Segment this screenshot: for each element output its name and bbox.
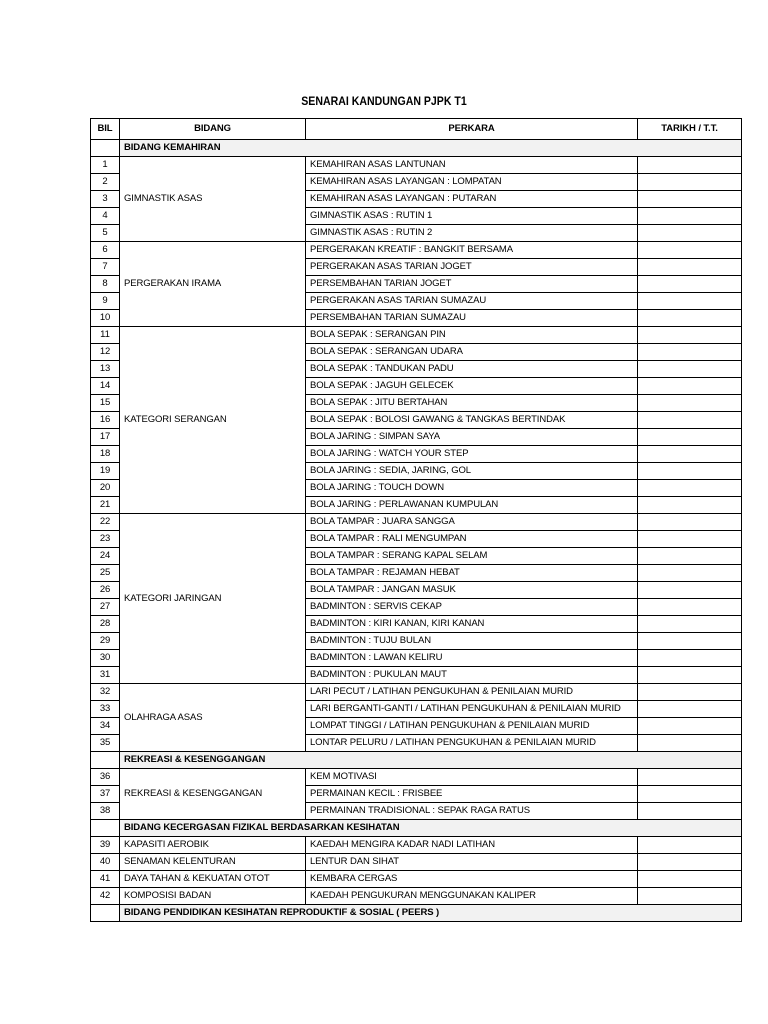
row-tarikh	[638, 786, 742, 803]
row-perkara: LARI BERGANTI-GANTI / LATIHAN PENGUKUHAN & PENILAIAN MURID	[306, 701, 638, 718]
row-tarikh	[638, 888, 742, 905]
row-number: 16	[91, 412, 120, 429]
row-tarikh	[638, 565, 742, 582]
row-number: 8	[91, 276, 120, 293]
row-perkara: BOLA TAMPAR : REJAMAN HEBAT	[306, 565, 638, 582]
table-row	[91, 769, 742, 786]
row-perkara: KEMBARA CERGAS	[306, 871, 638, 888]
row-tarikh	[638, 242, 742, 259]
row-number: 21	[91, 497, 120, 514]
row-number: 35	[91, 735, 120, 752]
row-number: 18	[91, 446, 120, 463]
row-tarikh	[638, 769, 742, 786]
section-row	[91, 820, 742, 837]
row-bidang: REKREASI & KESENGGANGAN	[120, 769, 306, 820]
section-bil-cell	[91, 905, 120, 922]
row-number: 24	[91, 548, 120, 565]
table-body	[91, 140, 742, 922]
row-perkara: LONTAR PELURU / LATIHAN PENGUKUHAN & PENILAIAN MURID	[306, 735, 638, 752]
row-perkara: KEM MOTIVASI	[306, 769, 638, 786]
table-header-row	[91, 119, 742, 140]
row-tarikh	[638, 412, 742, 429]
row-perkara: PERGERAKAN KREATIF : BANGKIT BERSAMA	[306, 242, 638, 259]
page-title: SENARAI KANDUNGAN PJPK T1	[301, 94, 467, 108]
section-row	[91, 752, 742, 769]
row-number: 34	[91, 718, 120, 735]
row-number: 6	[91, 242, 120, 259]
row-perkara: BOLA SEPAK : TANDUKAN PADU	[306, 361, 638, 378]
row-perkara: LENTUR DAN SIHAT	[306, 854, 638, 871]
row-tarikh	[638, 854, 742, 871]
row-tarikh	[638, 225, 742, 242]
row-number: 32	[91, 684, 120, 701]
row-tarikh	[638, 446, 742, 463]
row-perkara: BOLA TAMPAR : SERANG KAPAL SELAM	[306, 548, 638, 565]
table-row	[91, 242, 742, 259]
header-tarikh: TARIKH / T.T.	[638, 119, 742, 140]
row-number: 10	[91, 310, 120, 327]
row-number: 22	[91, 514, 120, 531]
header-bil: BIL	[91, 119, 120, 140]
row-perkara: BOLA JARING : WATCH YOUR STEP	[306, 446, 638, 463]
row-number: 27	[91, 599, 120, 616]
row-tarikh	[638, 616, 742, 633]
header-bidang: BIDANG	[120, 119, 306, 140]
row-perkara: BOLA SEPAK : JITU BERTAHAN	[306, 395, 638, 412]
header-perkara: PERKARA	[306, 119, 638, 140]
row-number: 23	[91, 531, 120, 548]
row-perkara: PERMAINAN KECIL : FRISBEE	[306, 786, 638, 803]
row-number: 7	[91, 259, 120, 276]
row-tarikh	[638, 667, 742, 684]
row-number: 38	[91, 803, 120, 820]
section-title: BIDANG KECERGASAN FIZIKAL BERDASARKAN KESIHATAN	[120, 820, 742, 837]
row-tarikh	[638, 701, 742, 718]
row-number: 17	[91, 429, 120, 446]
section-title: BIDANG KEMAHIRAN	[120, 140, 742, 157]
row-tarikh	[638, 276, 742, 293]
row-number: 20	[91, 480, 120, 497]
row-perkara: KEMAHIRAN ASAS LAYANGAN : PUTARAN	[306, 191, 638, 208]
row-tarikh	[638, 395, 742, 412]
row-number: 9	[91, 293, 120, 310]
row-number: 40	[91, 854, 120, 871]
row-tarikh	[638, 191, 742, 208]
row-bidang: KAPASITI AEROBIK	[120, 837, 306, 854]
row-tarikh	[638, 837, 742, 854]
row-number: 31	[91, 667, 120, 684]
row-perkara: PERMAINAN TRADISIONAL : SEPAK RAGA RATUS	[306, 803, 638, 820]
row-perkara: BADMINTON : PUKULAN MAUT	[306, 667, 638, 684]
row-tarikh	[638, 344, 742, 361]
row-perkara: KEMAHIRAN ASAS LAYANGAN : LOMPATAN	[306, 174, 638, 191]
row-number: 15	[91, 395, 120, 412]
row-number: 4	[91, 208, 120, 225]
row-perkara: PERGERAKAN ASAS TARIAN SUMAZAU	[306, 293, 638, 310]
row-tarikh	[638, 803, 742, 820]
table-row	[91, 854, 742, 871]
row-tarikh	[638, 514, 742, 531]
row-bidang: GIMNASTIK ASAS	[120, 157, 306, 242]
row-perkara: BADMINTON : SERVIS CEKAP	[306, 599, 638, 616]
table-row	[91, 514, 742, 531]
row-perkara: KAEDAH MENGIRA KADAR NADI LATIHAN	[306, 837, 638, 854]
row-tarikh	[638, 871, 742, 888]
row-number: 29	[91, 633, 120, 650]
row-bidang: DAYA TAHAN & KEKUATAN OTOT	[120, 871, 306, 888]
row-perkara: KAEDAH PENGUKURAN MENGGUNAKAN KALIPER	[306, 888, 638, 905]
row-tarikh	[638, 429, 742, 446]
row-perkara: BADMINTON : TUJU BULAN	[306, 633, 638, 650]
row-perkara: BOLA JARING : PERLAWANAN KUMPULAN	[306, 497, 638, 514]
table-row	[91, 684, 742, 701]
row-number: 11	[91, 327, 120, 344]
row-tarikh	[638, 531, 742, 548]
row-perkara: BOLA TAMPAR : RALI MENGUMPAN	[306, 531, 638, 548]
row-perkara: BOLA SEPAK : JAGUH GELECEK	[306, 378, 638, 395]
row-perkara: LOMPAT TINGGI / LATIHAN PENGUKUHAN & PENILAIAN MURID	[306, 718, 638, 735]
row-number: 2	[91, 174, 120, 191]
row-tarikh	[638, 582, 742, 599]
section-bil-cell	[91, 752, 120, 769]
row-number: 13	[91, 361, 120, 378]
row-tarikh	[638, 327, 742, 344]
row-perkara: KEMAHIRAN ASAS LANTUNAN	[306, 157, 638, 174]
row-perkara: BOLA JARING : SIMPAN SAYA	[306, 429, 638, 446]
section-title: BIDANG PENDIDIKAN KESIHATAN REPRODUKTIF & SOSIAL ( PEERS )	[120, 905, 742, 922]
row-tarikh	[638, 293, 742, 310]
row-number: 5	[91, 225, 120, 242]
row-tarikh	[638, 259, 742, 276]
row-tarikh	[638, 633, 742, 650]
row-tarikh	[638, 548, 742, 565]
row-tarikh	[638, 650, 742, 667]
contents-table	[90, 118, 742, 922]
row-perkara: GIMNASTIK ASAS : RUTIN 2	[306, 225, 638, 242]
row-tarikh	[638, 718, 742, 735]
row-number: 41	[91, 871, 120, 888]
row-perkara: PERSEMBAHAN TARIAN SUMAZAU	[306, 310, 638, 327]
row-perkara: BOLA TAMPAR : JUARA SANGGA	[306, 514, 638, 531]
row-number: 30	[91, 650, 120, 667]
row-number: 14	[91, 378, 120, 395]
row-number: 3	[91, 191, 120, 208]
row-tarikh	[638, 157, 742, 174]
row-perkara: BADMINTON : LAWAN KELIRU	[306, 650, 638, 667]
section-title: REKREASI & KESENGGANGAN	[120, 752, 742, 769]
row-tarikh	[638, 735, 742, 752]
table-row	[91, 837, 742, 854]
row-tarikh	[638, 208, 742, 225]
row-number: 12	[91, 344, 120, 361]
table-row	[91, 871, 742, 888]
row-bidang: KATEGORI SERANGAN	[120, 327, 306, 514]
row-number: 37	[91, 786, 120, 803]
row-tarikh	[638, 684, 742, 701]
row-number: 1	[91, 157, 120, 174]
row-tarikh	[638, 480, 742, 497]
row-tarikh	[638, 174, 742, 191]
row-number: 39	[91, 837, 120, 854]
row-number: 33	[91, 701, 120, 718]
section-bil-cell	[91, 140, 120, 157]
row-tarikh	[638, 497, 742, 514]
row-perkara: PERGERAKAN ASAS TARIAN JOGET	[306, 259, 638, 276]
row-perkara: BADMINTON : KIRI KANAN, KIRI KANAN	[306, 616, 638, 633]
row-bidang: KATEGORI JARINGAN	[120, 514, 306, 684]
row-number: 25	[91, 565, 120, 582]
section-row	[91, 140, 742, 157]
row-perkara: BOLA SEPAK : SERANGAN UDARA	[306, 344, 638, 361]
row-number: 19	[91, 463, 120, 480]
row-perkara: BOLA SEPAK : BOLOSI GAWANG & TANGKAS BERTINDAK	[306, 412, 638, 429]
row-tarikh	[638, 310, 742, 327]
row-tarikh	[638, 378, 742, 395]
row-perkara: LARI PECUT / LATIHAN PENGUKUHAN & PENILAIAN MURID	[306, 684, 638, 701]
table-row	[91, 327, 742, 344]
row-number: 28	[91, 616, 120, 633]
section-row	[91, 905, 742, 922]
row-bidang: OLAHRAGA ASAS	[120, 684, 306, 752]
row-perkara: PERSEMBAHAN TARIAN JOGET	[306, 276, 638, 293]
row-perkara: BOLA JARING : TOUCH DOWN	[306, 480, 638, 497]
section-bil-cell	[91, 820, 120, 837]
row-tarikh	[638, 463, 742, 480]
row-perkara: BOLA JARING : SEDIA, JARING, GOL	[306, 463, 638, 480]
row-perkara: BOLA SEPAK : SERANGAN PIN	[306, 327, 638, 344]
row-bidang: KOMPOSISI BADAN	[120, 888, 306, 905]
row-perkara: GIMNASTIK ASAS : RUTIN 1	[306, 208, 638, 225]
row-bidang: PERGERAKAN IRAMA	[120, 242, 306, 327]
row-tarikh	[638, 361, 742, 378]
row-tarikh	[638, 599, 742, 616]
row-number: 36	[91, 769, 120, 786]
row-number: 42	[91, 888, 120, 905]
row-number: 26	[91, 582, 120, 599]
row-perkara: BOLA TAMPAR : JANGAN MASUK	[306, 582, 638, 599]
table-row	[91, 157, 742, 174]
row-bidang: SENAMAN KELENTURAN	[120, 854, 306, 871]
table-row	[91, 888, 742, 905]
